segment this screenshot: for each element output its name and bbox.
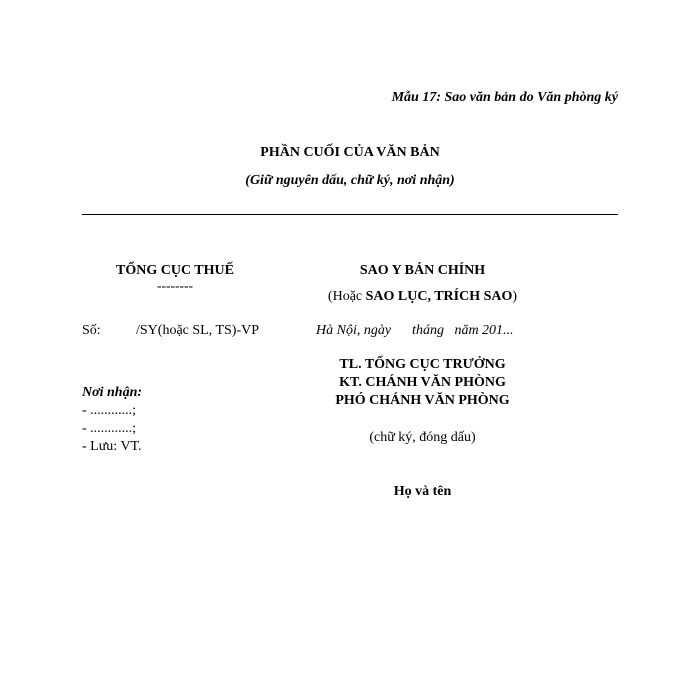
recipient-item: - Lưu: VT. [82,439,142,454]
copy-alt-open: (Hoặc [327,289,363,304]
document-number-value: /SY(hoặc SL, TS)-VP [136,323,260,338]
issuing-org: TỔNG CỤC THUẾ [116,263,234,278]
signer-line: PHÓ CHÁNH VĂN PHÒNG [335,393,510,408]
form-label: Mẫu 17: Sao văn bản do Văn phòng ký [391,90,618,105]
signer-line: TL. TỔNG CỤC TRƯỞNG [339,357,506,372]
section-title: PHẦN CUỐI CỦA VĂN BẢN [260,145,440,160]
signer-name: Họ và tên [393,484,452,499]
recipient-item: - ............; [82,403,137,418]
copy-alt-close: ) [512,289,518,304]
recipients-label: Nơi nhận: [82,385,143,400]
horizontal-divider [82,214,618,215]
signer-line: KT. CHÁNH VĂN PHÒNG [339,375,506,390]
copy-alternative [300,289,545,305]
copy-title: SAO Y BẢN CHÍNH [359,263,486,278]
section-subtitle: (Giữ nguyên dấu, chữ ký, nơi nhận) [245,173,455,188]
recipient-item: - ............; [82,421,137,436]
copy-alt-bold: SAO LỤC, TRÍCH SAO [365,289,513,304]
place-date: Hà Nội, ngày tháng năm 201... [316,323,514,338]
org-underline: -------- [157,278,193,293]
document-number-label: Số: [82,323,101,338]
signature-note: (chữ ký, đóng dấu) [369,430,476,445]
